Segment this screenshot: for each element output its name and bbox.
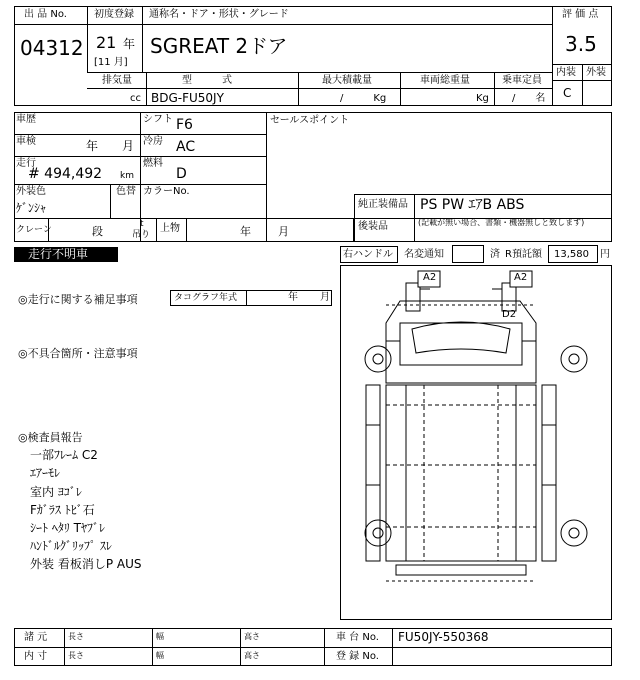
damage-mark: A2: [514, 272, 528, 283]
model-code: BDG-FU50JY: [151, 91, 224, 105]
divider: [240, 628, 241, 666]
lot-no: 04312: [20, 36, 84, 60]
model-name: SGREAT 2ドア: [150, 34, 288, 58]
upper-label: 上物: [160, 223, 180, 234]
color-no-label: カラーNo.: [143, 186, 190, 197]
damage-mark: D2: [502, 309, 517, 320]
recycle-label: 済: [490, 249, 500, 260]
inspector-item: ｼｰﾄ ﾍﾀﾘ Tﾔﾌﾞﾚ: [30, 521, 105, 535]
divider: [582, 64, 583, 106]
divider: [14, 156, 267, 157]
damage-mark: A2: [423, 272, 437, 283]
divider: [552, 6, 553, 106]
inspection-month: 月: [122, 139, 135, 153]
divider: [552, 80, 612, 81]
divider: [152, 628, 153, 666]
divider: [494, 72, 495, 106]
aftermarket-label: 後装品: [358, 221, 388, 232]
divider: [87, 88, 552, 89]
inspector-item: 外装 看板消しP AUS: [30, 557, 142, 571]
chassis-no: FU50JY-550368: [398, 630, 489, 644]
inspector-label: ◎検査員報告: [18, 431, 83, 444]
height-label: 高さ: [244, 651, 260, 660]
lot-no-label: 出 品 No.: [24, 9, 67, 20]
mileage-unknown-banner: 走行不明車: [14, 247, 118, 262]
recycle-fee-label: R預託額: [505, 249, 542, 260]
inspector-item: 室内 ﾖｺﾞﾚ: [30, 485, 82, 499]
upper-year: 年: [240, 225, 251, 238]
crane-stage: 段: [92, 225, 103, 238]
inspection-year: 年: [86, 139, 99, 153]
length-label: 長さ: [68, 651, 84, 660]
side-panels: [366, 385, 556, 561]
recycle-fee: 13,580: [554, 249, 589, 260]
first-reg-year: 21: [96, 33, 117, 52]
width-label: 幅: [156, 632, 164, 641]
divider: [14, 184, 267, 185]
name-change-box: [452, 245, 484, 263]
height-label: 高さ: [244, 632, 260, 641]
crane-row: [14, 218, 354, 242]
interior-score: C: [563, 86, 572, 100]
wheel-rear-right: [561, 520, 587, 546]
fuel-label: 燃料: [143, 158, 163, 169]
fuel-value: D: [176, 166, 187, 182]
divider: [186, 218, 187, 242]
reg-label: 登 録 No.: [336, 651, 379, 662]
max-load-label: 最大積載量: [322, 75, 372, 86]
truck-diagram: [340, 265, 612, 620]
wheel-rear-left: [365, 520, 391, 546]
tacho-label: タコグラフ年式: [174, 293, 238, 303]
interior-dim-label: 内 寸: [24, 651, 48, 662]
mileage-unit: km: [120, 171, 134, 181]
model-code-label: 型 式: [182, 75, 232, 86]
spec-label: 諸 元: [24, 632, 48, 643]
mileage-label: 走行: [16, 158, 36, 169]
displacement-unit: cc: [130, 93, 141, 104]
inspection-label: 車検: [16, 136, 36, 147]
name-change-label: 名変通知: [404, 249, 444, 260]
mileage-value: # 494,492: [28, 166, 103, 182]
capacity-unit: / 名: [512, 93, 546, 104]
year-unit: 年: [123, 37, 136, 51]
color-code-label: 色替: [116, 186, 136, 197]
cargo-bed: [386, 385, 536, 561]
divider: [87, 6, 88, 72]
divider: [87, 72, 552, 73]
width-label: 幅: [156, 651, 164, 660]
ac-value: AC: [176, 139, 196, 155]
divider: [14, 24, 88, 25]
rear-bumper: [386, 565, 536, 581]
first-reg-label: 初度登録: [94, 9, 134, 20]
divider: [324, 628, 325, 666]
divider: [354, 194, 612, 195]
right-handle: 右ハンドル: [343, 249, 393, 260]
chassis-label: 車 台 No.: [336, 632, 379, 643]
length-label: 長さ: [68, 632, 84, 641]
inspector-item: 一部ﾌﾚｰﾑ C2: [30, 448, 98, 462]
shift-value: F6: [176, 117, 193, 133]
model-name-label: 通称名・ドア・形状・グレード: [149, 9, 289, 20]
grade-score: 3.5: [565, 32, 597, 56]
inspector-item: ﾊﾝﾄﾞﾙｸﾞﾘｯﾌﾟ ｽﾚ: [30, 539, 112, 553]
wheel-front-right: [561, 346, 587, 372]
divider: [64, 628, 65, 666]
divider: [142, 6, 143, 72]
divider: [414, 194, 415, 242]
upper-month: 月: [278, 225, 289, 238]
divider: [354, 194, 355, 242]
wheel-front-left: [365, 346, 391, 372]
crane-label: クレーン: [16, 225, 52, 235]
defects-label: ◎不具合箇所・注意事項: [18, 347, 138, 360]
shift-label: シフト: [143, 114, 173, 125]
ac-label: 冷房: [143, 136, 163, 147]
displacement-label: 排気量: [102, 75, 132, 86]
divider: [146, 72, 147, 106]
driving-notes-label: ◎走行に関する補足事項: [18, 293, 138, 306]
divider: [392, 628, 393, 666]
crane-ton: t: [140, 219, 144, 229]
divider: [156, 218, 157, 242]
interior-label: 内装: [556, 67, 576, 78]
first-reg-month: [11 月]: [94, 57, 128, 68]
equipment-label: 純正装備品: [358, 199, 408, 210]
gross-weight-unit: Kg: [476, 93, 489, 104]
divider: [14, 647, 612, 648]
divider: [110, 184, 111, 218]
sales-point-label: セールスポイント: [270, 115, 350, 126]
grade-label: 評 価 点: [562, 9, 599, 20]
crane-hang: 吊り: [132, 230, 151, 240]
divider: [14, 134, 267, 135]
inspector-item: ｴｱｰﾓﾚ: [30, 466, 61, 480]
yen-unit: 円: [600, 249, 610, 260]
header-frame: [14, 6, 612, 106]
tacho-year: 年: [288, 292, 298, 303]
aftermarket-note: (記載が無い場合、書類・機器無しと致します): [418, 218, 585, 227]
divider: [87, 24, 552, 25]
max-load-unit: / Kg: [340, 93, 387, 104]
color-value: ｹﾞﾝｼｬ: [16, 201, 47, 215]
gross-weight-label: 車両総重量: [420, 75, 470, 86]
divider: [400, 72, 401, 106]
equipment-value: PS PW ｴｱB ABS: [420, 197, 525, 213]
history-label: 車歴: [16, 114, 36, 125]
divider: [298, 72, 299, 106]
divider: [246, 290, 247, 306]
exterior-label: 外装: [586, 67, 606, 78]
inspector-item: Fｶﾞﾗｽ ﾄﾋﾞ石: [30, 503, 95, 517]
capacity-label: 乗車定員: [502, 75, 542, 86]
tacho-month: 月: [320, 292, 330, 303]
color-label: 外装色: [16, 186, 46, 197]
